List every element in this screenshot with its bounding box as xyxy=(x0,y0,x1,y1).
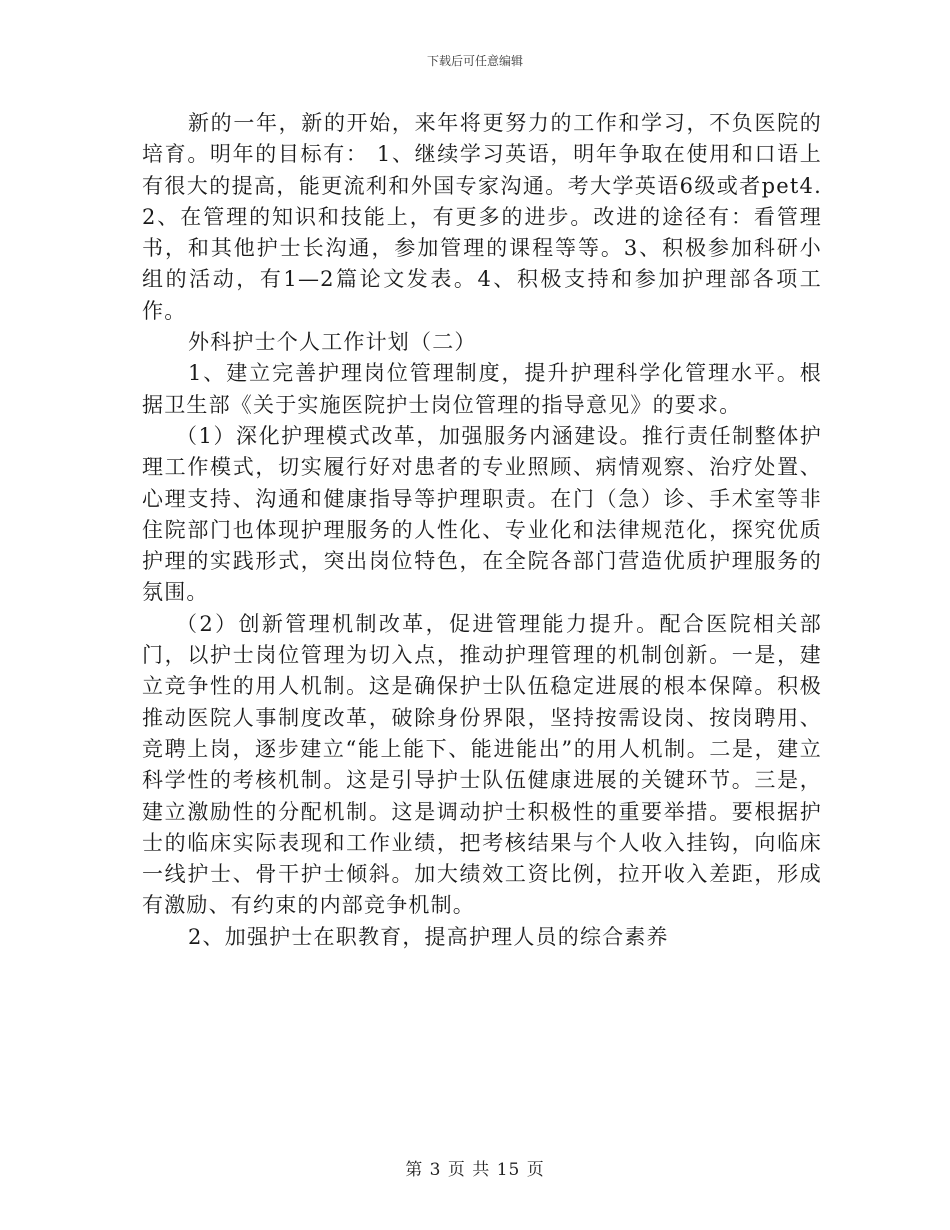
paragraph-item-1: 1、建立完善护理岗位管理制度，提升护理科学化管理水平。根据卫生部《关于实施医院护士岗位管理的指导意见》的要求。 xyxy=(142,361,822,417)
paragraph-subitem-2: （2）创新管理机制改革，促进管理能力提升。配合医院相关部门，以护士岗位管理为切入点，推动护理管理的机制创新。一是，建立竞争性的用人机制。这是确保护士队伍稳定进展的根本保障。积极推动医院人事制度改革，破除身份界限，坚持按需设岗、按岗聘用、竞聘上岗，逐步建立“能上能下、能进能出”的用人机制。二是，建立科学性的考核机制。这是引导护士队伍健康进展的关键环节。三是，建立激励性的分配机制。这是调动护士积极性的重要举措。要根据护士的临床实际表现和工作业绩，把考核结果与个人收入挂钩，向临床一线护士、骨干护士倾斜。加大绩效工资比例，拉开收入差距，形成有激励、有约束的内部竞争机制。 xyxy=(142,611,822,918)
paragraph-item-2: 2、加强护士在职教育，提高护理人员的综合素养 xyxy=(188,924,669,949)
section-title: 外科护士个人工作计划（二） xyxy=(188,330,477,355)
page-header-note: 下载后可任意编辑 xyxy=(426,54,523,68)
document-body xyxy=(142,108,822,953)
paragraph-subitem-1: （1）深化护理模式改革，加强服务内涵建设。推行责任制整体护理工作模式，切实履行好对患者的专业照顾、病情观察、治疗处置、心理支持、沟通和健康指导等护理职责。在门（急）诊、手术室等非住院部门也体现护理服务的人性化、专业化和法律规范化，探究优质护理的实践形式，突出岗位特色，在全院各部门营造优质护理服务的氛围。 xyxy=(142,423,822,605)
page-number: 第 3 页 共 15 页 xyxy=(405,1160,545,1180)
paragraph-goals: 新的一年，新的开始，来年将更努力的工作和学习，不负医院的培育。明年的目标有： 1、继续学习英语，明年争取在使用和口语上有很大的提高，能更流利和外国专家沟通。考大学英语6级或者pet4. 2、在管理的知识和技能上，有更多的进步。改进的途径有：看管理书，和其他护士长沟通，参加管理的课程等等。3、积极参加科研小组的活动，有1—2篇论文发表。4、积极支持和参加护理部各项工作。 xyxy=(142,111,822,323)
